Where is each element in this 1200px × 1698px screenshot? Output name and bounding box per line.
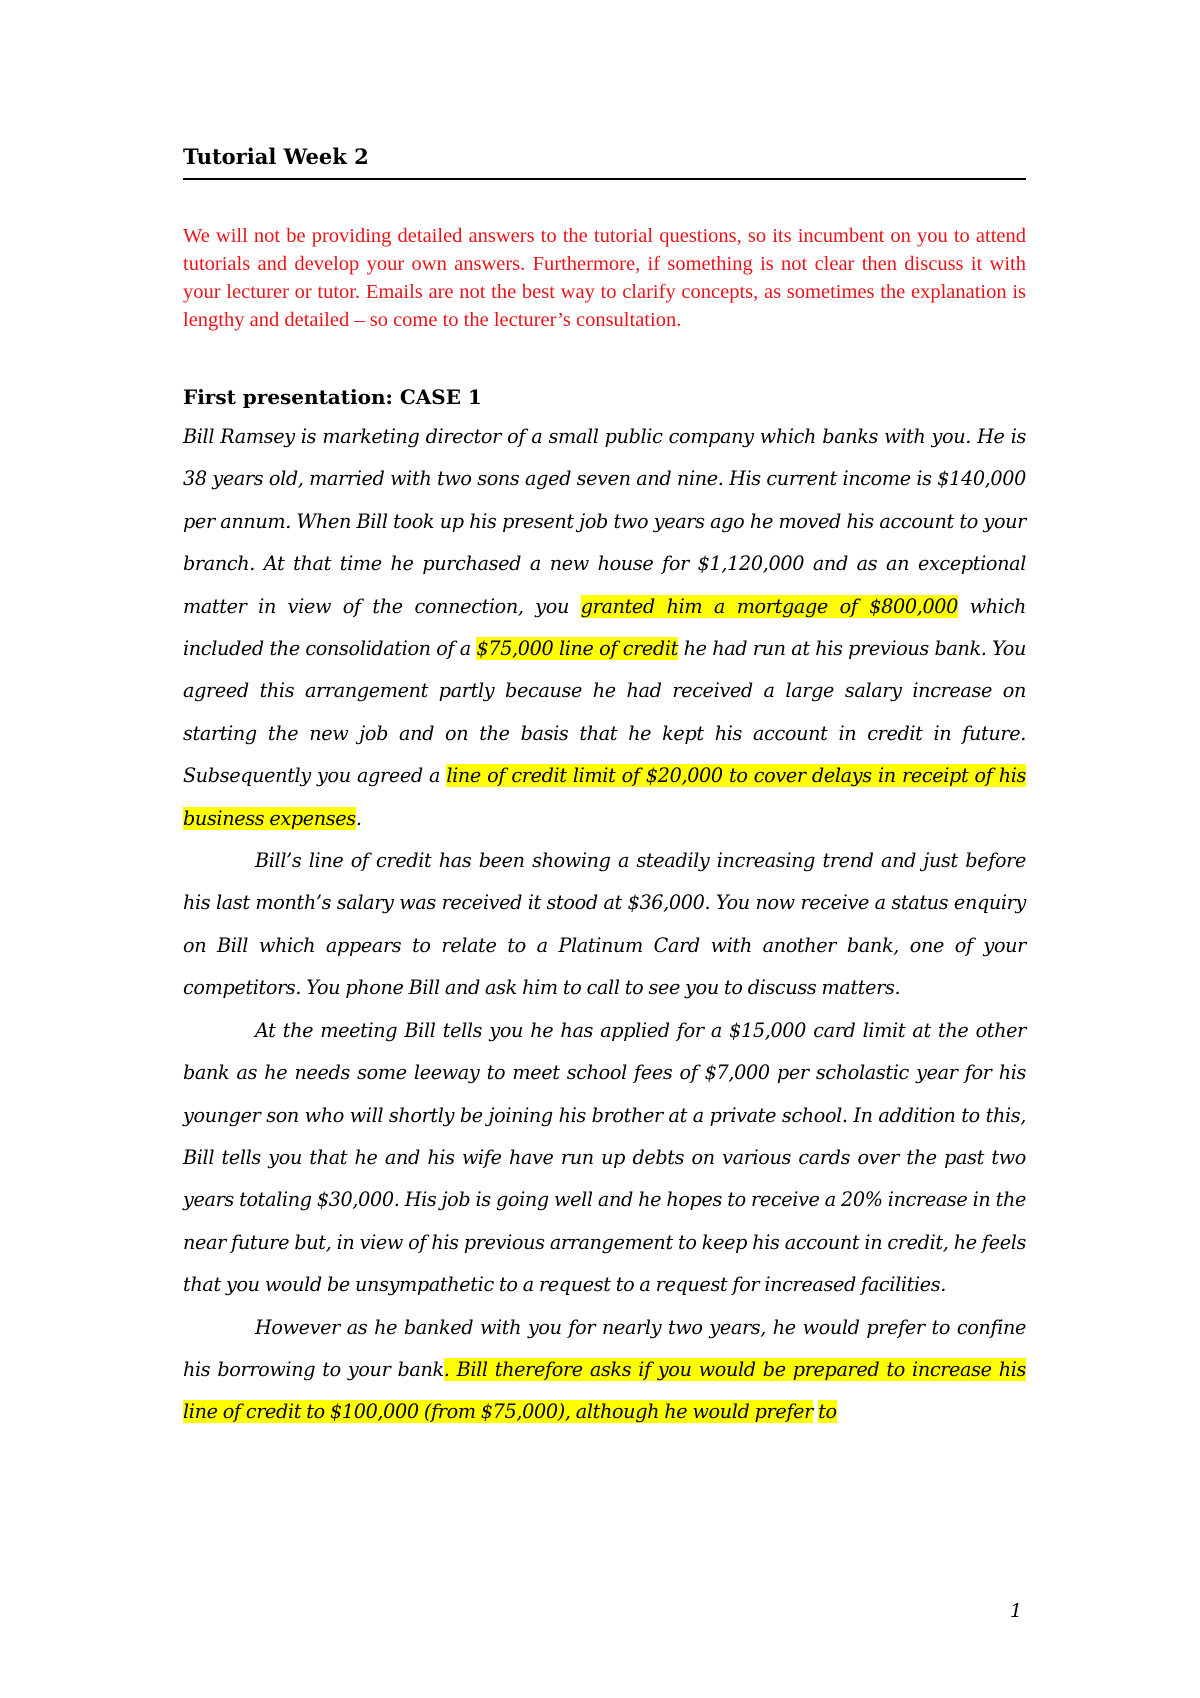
page-content (183, 142, 1026, 1434)
page-number: 1 (1010, 1600, 1023, 1622)
case-text: he had run at his previous bank. You agreed this arrangement partly because he had received a large salary increase on starting the new job and on the basis that he kept his account in credit in future. Subsequently you agreed a (183, 637, 1026, 788)
section-heading: First presentation: CASE 1 (183, 385, 482, 409)
tutorial-notice: We will not be providing detailed answers to the tutorial questions, so its incumbent on you to attend tutorials and develop your own answers. Furthermore, if something is not clear then discuss it with your lecturer or tutor. Emails are not the best way to clarify concepts, as sometimes the explanation is lengthy and detailed – so come to the lecturer’s consultation. (183, 225, 1026, 331)
case-text: which included the consolidation of a (183, 594, 1026, 661)
highlighted-text: $75,000 line of credit (476, 637, 678, 661)
document-title: Tutorial Week 2 (183, 142, 1026, 180)
case-paragraph-4 (183, 1307, 1026, 1434)
highlighted-text: to (818, 1400, 837, 1424)
case-text: . (355, 806, 362, 830)
highlighted-text: line of credit limit of $20,000 to cover delays in receipt of his business expenses (183, 764, 1027, 830)
case-paragraph-1 (183, 416, 1026, 840)
highlighted-text: granted him a mortgage of $800,000 (580, 594, 959, 618)
case-text: Bill Ramsey is marketing director of a small public company which banks with you. He is 38 years old, married with two sons aged seven and nine. His current income is $140,000 per annum. When Bill took up his present job two years ago he moved his account to your branch. At that time he purchased a new house for $1,120,000 and as an exceptional matter in view of the connection, you (183, 425, 1026, 618)
case-paragraph-2: Bill’s line of credit has been showing a steadily increasing trend and just before his last month’s salary was received it stood at $36,000. You now receive a status enquiry on Bill which appears to relate to a Platinum Card with another bank, one of your competitors. You phone Bill and ask him to call to see you to discuss matters. (183, 849, 1026, 1000)
highlighted-text: . Bill therefore asks if you would be prepared to increase his line of credit to $100,000 (from $75,000), although he would prefer (183, 1357, 1027, 1424)
case-text: However as he banked with you for nearly two years, he would prefer to confine his borrowing to your bank (183, 1315, 1026, 1381)
case-paragraph-3: At the meeting Bill tells you he has applied for a $15,000 card limit at the other bank as he needs some leeway to meet school fees of $7,000 per scholastic year for his younger son who will shortly be joining his brother at a private school. In addition to this, Bill tells you that he and his wife have run up debts on various cards over the past two years totaling $30,000. His job is going well and he hopes to receive a 20% increase in the near future but, in view of his previous arrangement to keep his account in credit, he feels that you would be unsympathetic to a request to a request for increased facilities. (183, 1018, 1026, 1297)
